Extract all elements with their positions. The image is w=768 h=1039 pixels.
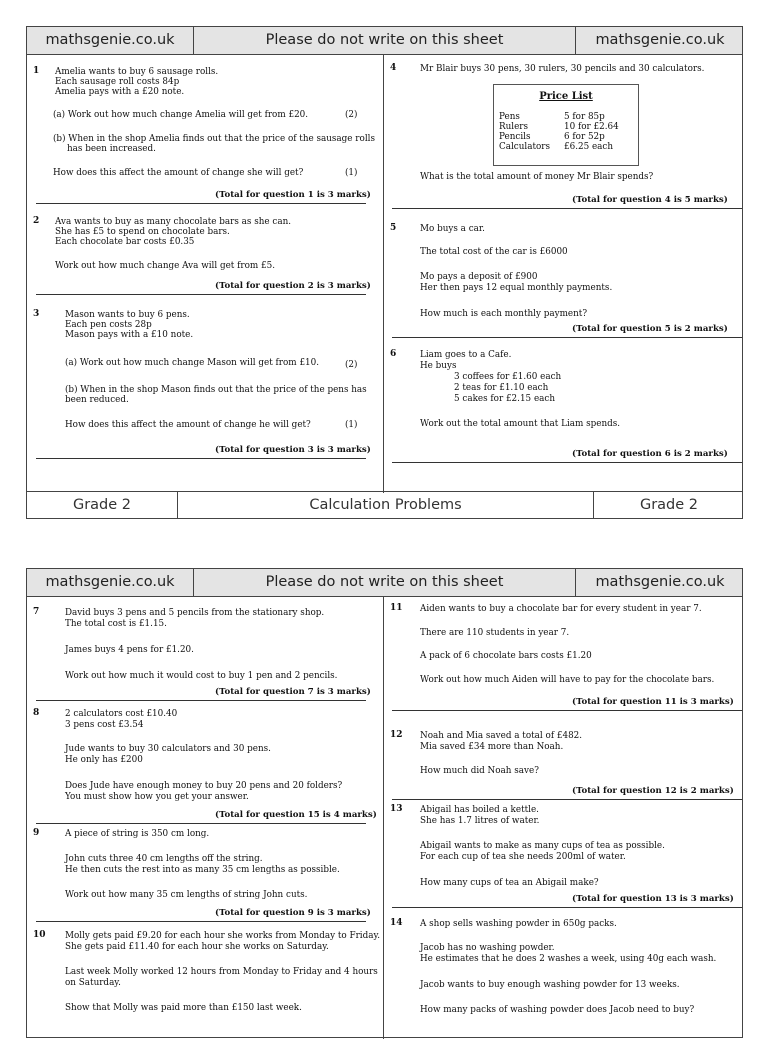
question-number: 3 [33,309,40,319]
question-number: 6 [390,349,397,359]
q7-line: Work out how much it would cost to buy 1 pen and 2 pencils. [65,671,338,681]
question-divider [392,799,742,800]
question-total: (Total for question 11 is 3 marks) [572,697,734,707]
q8-line: Jude wants to buy 30 calculators and 30 pens. [65,744,271,754]
header-site-right: mathsgenie.co.uk [595,574,725,590]
q1-part-b: (b) When in the shop Amelia finds out that the price of the sausage rolls [53,134,375,144]
q10-line: She gets paid £11.40 for each hour she works on Saturday. [65,942,329,952]
price-list-title: Price List [539,91,593,102]
footer-grade-right: Grade 2 [639,497,699,513]
q6-line: Liam goes to a Cafe. [420,350,512,360]
header-notice: Please do not write on this sheet [194,569,576,596]
q10-line: Molly gets paid £9.20 for each hour she works from Monday to Friday. [65,931,381,941]
q2-line: Each chocolate bar costs £0.35 [55,237,195,247]
q3-line: Mason pays with a £10 note. [65,330,194,340]
q8-line: You must show how you get your answer. [65,792,249,802]
header-site-left: mathsgenie.co.uk [27,569,194,596]
q5-line: Her then pays 12 equal monthly payments. [420,283,613,293]
question-divider [392,208,742,209]
question-divider [36,203,366,204]
price-item-price: £6.25 each [564,142,614,152]
question-number: 2 [33,216,40,226]
question-number: 9 [33,828,40,838]
q8-line: Does Jude have enough money to buy 20 pens and 20 folders? [65,781,343,791]
header-site-right: mathsgenie.co.uk [595,32,725,48]
question-total: (Total for question 3 is 3 marks) [215,445,371,455]
question-number: 10 [33,930,46,940]
q6-item: 5 cakes for £2.15 each [454,394,555,404]
q4-line: Mr Blair buys 30 pens, 30 rulers, 30 pencils and 30 calculators. [420,64,705,74]
question-total: (Total for question 12 is 2 marks) [572,786,734,796]
q5-line: How much is each monthly payment? [420,309,588,319]
q3-line: Each pen costs 28p [65,320,152,330]
question-number: 1 [33,66,40,76]
sheet-header [27,569,742,597]
q14-line: Jacob wants to buy enough washing powder for 13 weeks. [420,980,680,990]
q8-line: 3 pens cost £3.54 [65,720,144,730]
marks: (1) [345,168,358,178]
sheet-footer [27,491,742,518]
q9-line: John cuts three 40 cm lengths off the string. [65,854,263,864]
worksheet-page-2 [26,568,743,1038]
q13-line: Abigail has boiled a kettle. [420,805,539,815]
question-number: 12 [390,730,403,740]
question-total: (Total for question 6 is 2 marks) [572,449,728,459]
question-total: (Total for question 7 is 3 marks) [215,687,371,697]
question-divider [36,700,366,701]
question-divider [392,907,742,908]
q3-part-c: How does this affect the amount of change he will get? [65,420,311,430]
question-total: (Total for question 15 is 4 marks) [215,810,377,820]
q13-line: For each cup of tea she needs 200ml of water. [420,852,626,862]
q5-line: Mo buys a car. [420,224,485,234]
q10-line: Last week Molly worked 12 hours from Monday to Friday and 4 hours [65,967,378,977]
q6-item: 3 coffees for £1.60 each [454,372,562,382]
question-divider [392,337,742,338]
footer-grade-left: Grade 2 [27,492,178,518]
question-divider [392,462,742,463]
q14-line: Jacob has no washing powder. [420,943,555,953]
q2-line: She has £5 to spend on chocolate bars. [55,227,230,237]
price-item-name: Pencils [499,132,531,142]
q9-line: Work out how many 35 cm lengths of string John cuts. [65,890,308,900]
question-number: 8 [33,708,40,718]
price-item-price: 5 for 85p [564,112,605,122]
q2-line: Work out how much change Ava will get from £5. [55,261,276,271]
q11-line: There are 110 students in year 7. [420,628,570,638]
column-divider [383,54,384,493]
q10-line: Show that Molly was paid more than £150 last week. [65,1003,302,1013]
q12-line: How much did Noah save? [420,766,539,776]
header-notice: Please do not write on this sheet [194,27,576,54]
q3-line: Mason wants to buy 6 pens. [65,310,190,320]
q7-line: The total cost is £1.15. [65,619,167,629]
q4-line: What is the total amount of money Mr Blair spends? [420,172,654,182]
question-divider [392,710,742,711]
question-divider [36,294,366,295]
q5-line: The total cost of the car is £6000 [420,247,568,257]
q5-line: Mo pays a deposit of £900 [420,272,538,282]
q6-line: Work out the total amount that Liam spends. [420,419,621,429]
question-total: (Total for question 9 is 3 marks) [215,908,371,918]
footer-topic: Calculation Problems [178,492,594,518]
question-total: (Total for question 5 is 2 marks) [572,324,728,334]
question-number: 5 [390,223,397,233]
q13-line: She has 1.7 litres of water. [420,816,540,826]
question-total: (Total for question 2 is 3 marks) [215,281,371,291]
question-number: 7 [33,607,40,617]
q11-line: Aiden wants to buy a chocolate bar for every student in year 7. [420,604,702,614]
q2-line: Ava wants to buy as many chocolate bars as she can. [55,217,292,227]
q14-line: He estimates that he does 2 washes a week, using 40g each wash. [420,954,717,964]
question-number: 4 [390,63,397,73]
q1-line: Amelia pays with a £20 note. [55,87,185,97]
header-site-left: mathsgenie.co.uk [27,27,194,54]
q12-line: Mia saved £34 more than Noah. [420,742,564,752]
question-divider [36,458,366,459]
price-item-name: Calculators [499,142,550,152]
price-item-name: Rulers [499,122,529,132]
question-divider [36,823,366,824]
q11-line: A pack of 6 chocolate bars costs £1.20 [420,651,592,661]
q7-line: David buys 3 pens and 5 pencils from the stationary shop. [65,608,325,618]
q1-part-c: How does this affect the amount of change she will get? [53,168,304,178]
q10-line: on Saturday. [65,978,121,988]
price-item-name: Pens [499,112,520,122]
q6-line: He buys [420,361,457,371]
question-number: 14 [390,918,403,928]
question-total: (Total for question 13 is 3 marks) [572,894,734,904]
marks: (1) [345,420,358,430]
q7-line: James buys 4 pens for £1.20. [65,645,194,655]
question-number: 13 [390,804,403,814]
q9-line: He then cuts the rest into as many 35 cm lengths as possible. [65,865,340,875]
q11-line: Work out how much Aiden will have to pay for the chocolate bars. [420,675,715,685]
marks: (2) [345,110,358,120]
price-item-price: 10 for £2.64 [564,122,619,132]
worksheet-page-1 [26,26,743,519]
price-list-box [493,84,639,166]
question-total: (Total for question 1 is 3 marks) [215,190,371,200]
q3-part-b: been reduced. [65,395,129,405]
q14-line: How many packs of washing powder does Jacob need to buy? [420,1005,695,1015]
column-divider [383,596,384,1039]
q1-part-b: has been increased. [67,144,156,154]
sheet-header [27,27,742,55]
price-item-price: 6 for 52p [564,132,605,142]
q14-line: A shop sells washing powder in 650g packs. [420,919,617,929]
q9-line: A piece of string is 350 cm long. [65,829,210,839]
question-number: 11 [390,603,403,613]
q6-item: 2 teas for £1.10 each [454,383,549,393]
q1-part-a: (a) Work out how much change Amelia will get from £20. [53,110,309,120]
q8-line: He only has £200 [65,755,143,765]
q3-part-b: (b) When in the shop Mason finds out that the price of the pens has [65,385,367,395]
q8-line: 2 calculators cost £10.40 [65,709,178,719]
q13-line: Abigail wants to make as many cups of tea as possible. [420,841,665,851]
q3-part-a: (a) Work out how much change Mason will get from £10. [65,358,320,368]
question-divider [36,921,366,922]
q12-line: Noah and Mia saved a total of £482. [420,731,583,741]
marks: (2) [345,360,358,370]
question-total: (Total for question 4 is 5 marks) [572,195,728,205]
q1-line: Amelia wants to buy 6 sausage rolls. [55,67,219,77]
q1-line: Each sausage roll costs 84p [55,77,180,87]
q13-line: How many cups of tea an Abigail make? [420,878,599,888]
